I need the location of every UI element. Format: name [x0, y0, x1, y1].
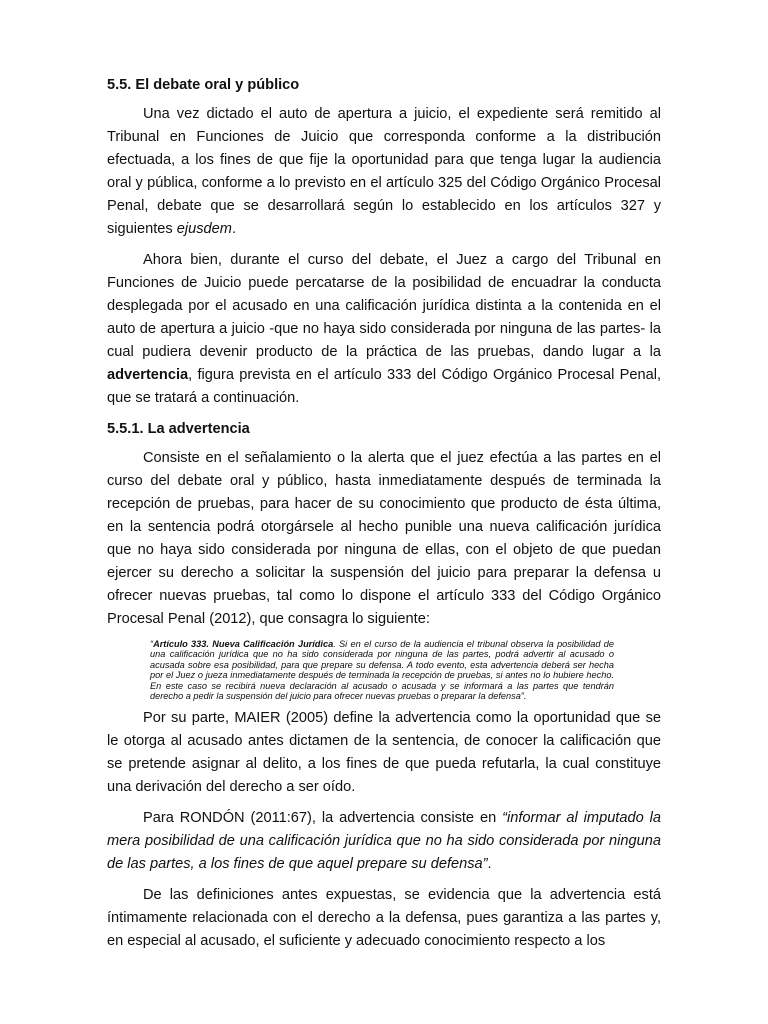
paragraph-text: Para RONDÓN (2011:67), la advertencia consiste en: [143, 810, 503, 827]
quote-article-title: Artículo 333. Nueva Calificación Jurídica: [153, 639, 334, 649]
paragraph: [107, 807, 661, 876]
quote-open-mark: “: [150, 639, 154, 649]
paragraph-text: .: [231, 221, 237, 237]
bold-term: advertencia: [107, 367, 189, 383]
italic-term: ejusdem: [176, 221, 232, 237]
paragraph: [107, 103, 661, 241]
paragraph-text: Ahora bien, durante el curso del debate, el Juez a cargo del Tribunal en Funciones de Juicio puede percatarse de la posibilidad de encuadrar la conducta desplegada por el acusado en una calificación jurídica distinta a la contenida en el auto de apertura a juicio -que no haya sido considerada por ninguna de las partes- la cual pudiera devenir producto de la práctica de las pruebas, dando lugar a la: [107, 252, 661, 360]
paragraph-text: .: [487, 856, 492, 873]
document-page: [107, 74, 661, 961]
section-heading: 5.5. El debate oral y público: [107, 77, 300, 93]
paragraph-text: Una vez dictado el auto de apertura a juicio, el expediente será remitido al Tribunal en Funciones de Juicio que corresponda conforme a la distribución efectuada, a los fines de que fije la oportunidad para que tenga lugar la audiencia oral y pública, conforme a lo previsto en el artículo 325 del Código Orgánico Procesal Penal, debate que se desarrollará según lo establecido en los artículos 327 y siguientes: [107, 106, 661, 237]
subsection-heading: 5.5.1. La advertencia: [107, 421, 250, 437]
paragraph: Consiste en el señalamiento o la alerta que el juez efectúa a las partes en el curso del debate oral y público, hasta inmediatamente después de terminada la recepción de pruebas, para hacer de su conocimiento que producto de ésta última, en la sentencia podrá otorgársele al hecho punible una nueva calificación jurídica que no haya sido considerada por ninguna de ellas, con el objeto de que puedan ejercer su derecho a solicitar la suspensión del juicio para preparar la defensa u ofrecer nuevas pruebas, tal como lo dispone el artículo 333 del Código Orgánico Procesal Penal (2012), que consagra lo siguiente:: [107, 450, 661, 627]
paragraph: De las definiciones antes expuestas, se evidencia que la advertencia está íntimamente relacionada con el derecho a la defensa, pues garantiza a las partes y, en especial al acusado, el suficiente y adecuado conocimiento respecto a los: [107, 887, 661, 950]
paragraph: Por su parte, MAIER (2005) define la advertencia como la oportunidad que se le otorga al acusado antes dictamen de la sentencia, de conocer la calificación que se pretende asignar al delito, a los fines de que pueda refutarla, la cual constituye una derivación del derecho a ser oído.: [107, 710, 661, 796]
italic-citation: “informar al imputado la mera posibilidad de una calificación jurídica que no ha sido considerada por ninguna de las partes, a los fines de que aquel prepare su defensa”: [107, 810, 661, 873]
paragraph: [107, 249, 661, 410]
legal-quote: [150, 639, 614, 701]
quote-body: . Si en el curso de la audiencia el tribunal observa la posibilidad de una calificación jurídica que no ha sido considerada por ninguna de las partes, podrá advertir al acusado o acusada sobre esa posibilidad, para que prepare su defensa. A todo evento, esta advertencia deberá ser hecha por el Juez o jueza inmediatamente después de terminada la recepción de pruebas, si antes no lo hubiere hecho. En este caso se recibirá nueva declaración al acusado o acusada y se informará a las partes que tendrán derecho a pedir la suspensión del juicio para ofrecer nuevas pruebas o preparar la defensa”.: [150, 639, 614, 702]
paragraph-text: , figura prevista en el artículo 333 del Código Orgánico Procesal Penal, que se tratará a continuación.: [107, 367, 661, 406]
